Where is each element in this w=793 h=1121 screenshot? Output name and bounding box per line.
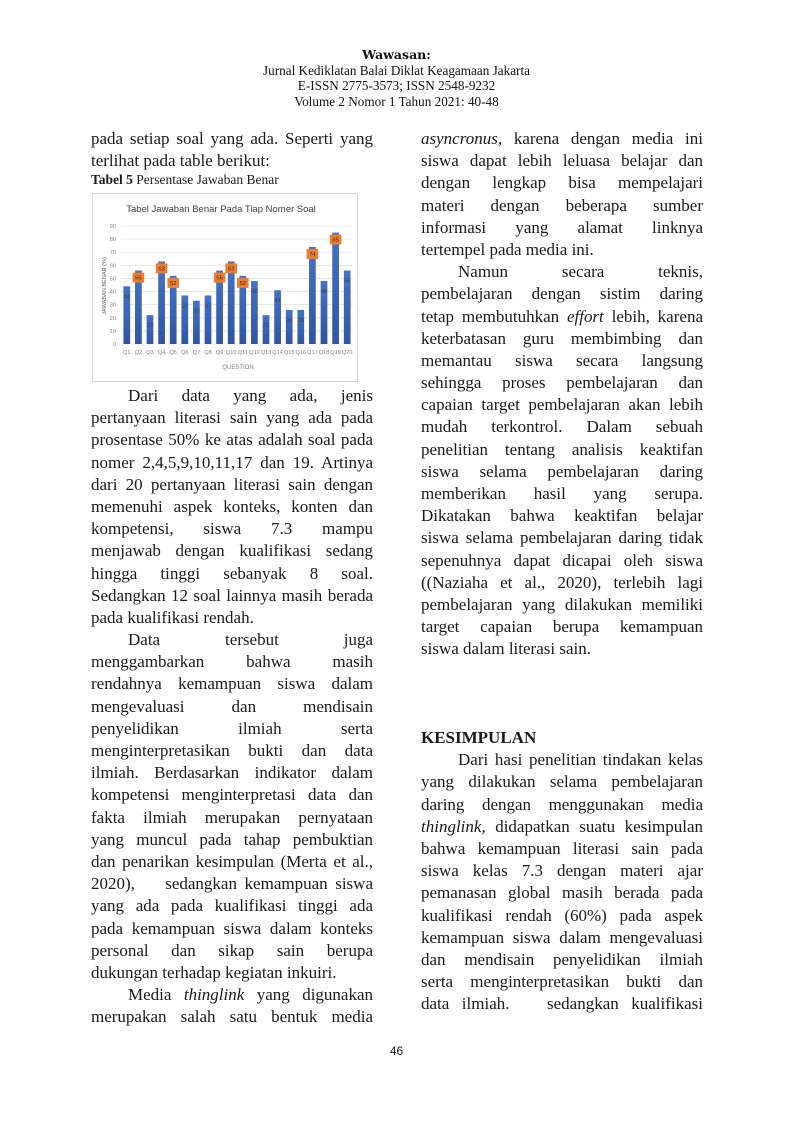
text-line: bahwa kemampuan literasi sain pada: [421, 838, 703, 858]
left-column: [91, 128, 373, 172]
text-line: kompetensi, siswa 7.3 mampu: [91, 519, 373, 539]
text-line: keterbatasan guru membimbing dan: [421, 328, 703, 348]
data-label: 52: [169, 280, 177, 287]
text-line: ((Naziaha et al., 2020), terlebih lagi: [421, 572, 703, 592]
x-tick-label: Q15: [283, 350, 295, 356]
x-tick-label: Q5: [169, 350, 177, 356]
text-line: mudah terkontrol. Dalam sebuah: [421, 417, 703, 437]
journal-header: [0, 47, 793, 109]
data-label: 26: [297, 317, 305, 324]
data-label: 33: [193, 308, 200, 315]
data-label: 52: [239, 280, 247, 287]
text-line: Namun secara teknis,: [458, 262, 703, 282]
text-line: fakta ilmiah merupakan pernyataan: [91, 807, 373, 827]
text-line: dengan lengkap bisa mempelajari: [421, 173, 703, 193]
x-tick-label: Q18: [318, 350, 330, 356]
text-line: personal dan sikap sain berupa: [91, 940, 373, 960]
bar-q4: [158, 261, 165, 344]
text-line: target capaian berupa kemampuan: [421, 617, 703, 637]
data-label: 56: [343, 278, 351, 285]
x-tick-label: Q8: [204, 350, 212, 356]
text-line: Sedangkan 12 soal lainnya masih berada: [91, 585, 373, 605]
chart-data-labels: [124, 235, 351, 330]
data-label: 48: [251, 289, 258, 296]
text-line: hingga tinggi sebanyak 8 soal.: [91, 563, 373, 583]
text-line: Dari data yang ada, jenis: [128, 386, 373, 405]
bar-q17: [309, 247, 316, 344]
text-line: prosentase 50% ke atas adalah soal pada: [91, 430, 373, 450]
text-line: kemampuan siswa dalam mengevaluasi: [421, 927, 703, 947]
x-tick-label: Q20: [341, 350, 353, 356]
page-number: 46: [389, 1044, 404, 1058]
data-label: 22: [262, 323, 270, 330]
text-line: dan mendisain penyelidikan ilmiah: [421, 949, 703, 969]
y-tick-label: 70: [109, 250, 116, 257]
data-label: 26: [285, 317, 293, 324]
text-line: menginterpretasikan bukti dan data: [91, 741, 373, 760]
x-tick-label: Q14: [272, 350, 283, 356]
data-label: 56: [216, 275, 223, 282]
bar-q7: [193, 301, 200, 344]
text-line: siswa selama pembelajaran daring tidak: [421, 528, 703, 548]
x-tick-label: Q12: [249, 350, 260, 356]
text-line: sehingga proses pembelajaran dan: [421, 373, 703, 393]
text-line: materi dengan beberapa sumber: [421, 195, 703, 215]
text-line: yang ada pada kualifikasi tinggi ada: [91, 896, 373, 916]
x-tick-label: Q6: [181, 350, 189, 356]
text-line: terlihat pada table berikut:: [91, 151, 270, 171]
italic-term: asyncronus: [421, 129, 498, 148]
text-line: yang dilakukan selama pembelajaran: [421, 772, 703, 792]
section-heading: KESIMPULAN: [421, 728, 537, 747]
bar-chart-container: [92, 193, 358, 382]
text-line: [421, 306, 703, 328]
x-tick-label: Q4: [157, 350, 166, 356]
conclusion-section: [421, 727, 703, 1015]
text-line: Dari hasi penelitian tindakan kelas: [458, 750, 703, 770]
text-line: nomer 2,4,5,9,10,11,17 dan 19. Artinya: [91, 452, 373, 472]
italic-term: thinglink,: [421, 816, 486, 836]
x-tick-label: Q1: [123, 350, 131, 356]
journal-volume: Volume 2 Nomor 1 Tahun 2021: 40-48: [294, 93, 499, 109]
bar-q13: [263, 315, 270, 344]
journal-title: Wawasan:: [362, 47, 431, 62]
text-line: [421, 816, 703, 838]
y-tick-label: 0: [112, 342, 116, 348]
text-line: [421, 128, 703, 150]
data-label: 41: [274, 298, 281, 305]
text-line: informasi yang alamat linknya: [421, 217, 703, 237]
text-line: mengevaluasi dan mendisain: [91, 696, 373, 716]
text-line: menggambarkan bahwa masih: [91, 652, 373, 672]
x-tick-label: Q16: [295, 350, 307, 356]
text-line: capaian target pembelajaran akan lebih: [421, 395, 703, 415]
text-line: pada setiap soal yang ada. Seperti yang: [91, 129, 373, 148]
bar-q15: [286, 310, 293, 344]
data-label: 37: [181, 303, 189, 310]
y-tick-label: 80: [109, 237, 116, 244]
journal-subtitle: Jurnal Kediklatan Balai Diklat Keagamaan Jakarta: [263, 62, 530, 78]
data-label: 56: [135, 275, 142, 282]
x-tick-label: Q13: [260, 350, 272, 356]
text-fragment: lebih, karena: [603, 306, 703, 326]
text-fragment: tetap membutuhkan: [421, 306, 567, 326]
text-line: penyelidikan ilmiah serta: [91, 718, 373, 738]
data-label: 74: [309, 251, 316, 258]
y-axis-label: JAWABAN BENAR (%): [102, 257, 108, 315]
x-tick-label: Q19: [330, 350, 341, 356]
text-line: daring dengan menggunakan media: [421, 794, 703, 814]
bar-chart: [93, 194, 357, 381]
text-line: Dikatakan bahwa keaktifan belajar: [421, 506, 703, 526]
caption-label: Tabel 5: [91, 172, 133, 187]
x-tick-label: Q9: [215, 350, 224, 356]
data-label: 63: [227, 266, 235, 273]
text-line: memenuhi aspek konteks, konten dan: [91, 496, 373, 516]
y-axis-ticks: [110, 224, 116, 348]
text-line: kompetensi menginterpretasi data dan: [91, 785, 373, 805]
x-tick-label: Q10: [225, 350, 237, 356]
caption-text: Persentase Jawaban Benar: [132, 172, 279, 187]
text-line: tertempel pada media ini.: [421, 239, 594, 259]
text-fragment: , karena dengan media ini: [497, 129, 703, 148]
text-fragment: Media: [128, 985, 184, 1005]
text-line: rendahnya kemampuan siswa dalam: [91, 674, 373, 694]
text-fragment: didapatkan suatu kesimpulan: [485, 816, 703, 836]
data-label: 44: [123, 294, 131, 301]
y-tick-label: 60: [109, 263, 116, 270]
text-line: siswa dalam literasi sain.: [421, 639, 591, 659]
text-line: penelitian tentang analisis keaktifan: [421, 439, 703, 459]
data-label: 63: [158, 266, 165, 273]
y-tick-label: 30: [109, 302, 116, 309]
y-tick-label: 20: [109, 315, 116, 322]
y-tick-label: 40: [109, 289, 116, 296]
x-tick-label: Q7: [192, 350, 201, 356]
data-label: 85: [332, 237, 339, 244]
text-line: data ilmiah. sedangkan kualifikasi: [421, 994, 703, 1014]
text-line: pertanyaan literasi sain yang ada pada: [91, 408, 373, 428]
italic-term: effort: [566, 306, 604, 326]
text-line: yang muncul pada tahap pembuktian: [91, 829, 373, 849]
text-line: pada kemampuan siswa dalam konteks: [91, 918, 373, 938]
text-line: pemanasan global masih berada pada: [421, 883, 703, 903]
text-line: dukungan terhadap kegiatan inkuiri.: [91, 962, 337, 982]
y-tick-label: 10: [109, 328, 116, 335]
table-caption: [91, 172, 279, 188]
text-line: menjawab dengan kualifikasi sedang: [91, 541, 373, 561]
text-line: memberikan hasil yang serupa.: [421, 484, 703, 503]
text-line: pembelajaran dengan sistim daring: [421, 284, 703, 304]
text-line: ilmiah. Berdasarkan indikator dalam: [91, 763, 373, 783]
bar-q3: [147, 315, 154, 344]
text-line: Data tersebut juga: [128, 630, 373, 650]
chart-title: Tabel Jawaban Benar Pada Tiap Nomer Soal: [126, 204, 316, 215]
italic-term: thinglink: [183, 985, 245, 1005]
data-label: 22: [146, 323, 154, 330]
text-line: dan penarikan kesimpulan (Merta et al.,: [91, 851, 373, 871]
bar-q16: [297, 310, 304, 344]
y-tick-label: 90: [109, 224, 116, 230]
right-column: [421, 128, 703, 661]
text-line: siswa dapat lebih leluasa belajar dan: [421, 151, 703, 171]
x-tick-label: Q11: [237, 350, 248, 356]
data-label: 37: [204, 303, 212, 310]
bar-q10: [228, 261, 235, 344]
x-tick-label: Q2: [134, 350, 143, 356]
x-tick-label: Q3: [146, 350, 154, 356]
left-column-body: [91, 385, 373, 1028]
text-fragment: yang digunakan: [244, 985, 374, 1005]
text-line: pembelajaran yang dilakukan memiliki: [421, 594, 703, 614]
x-tick-label: Q17: [307, 350, 318, 356]
x-axis-ticks: [123, 350, 352, 356]
text-line: [91, 984, 373, 1006]
text-line: siswa kelas 7.3 dengan materi ajar: [421, 861, 703, 881]
text-line: sepenuhnya dapat dicapai oleh siswa: [421, 550, 703, 570]
text-line: serta menginterpretasikan bukti dan: [421, 972, 703, 992]
data-label: 48: [320, 289, 328, 296]
text-line: memantau siswa secara langsung: [421, 350, 703, 370]
y-tick-label: 50: [109, 276, 116, 283]
text-line: kualifikasi rendah (60%) pada aspek: [421, 905, 703, 925]
x-axis-label: QUESTION: [222, 365, 254, 371]
text-line: 2020), sedangkan kemampuan siswa: [91, 874, 373, 894]
journal-issn: E-ISSN 2775-3573; ISSN 2548-9232: [297, 78, 496, 94]
text-line: merupakan salah satu bentuk media: [91, 1007, 373, 1027]
text-line: siswa selama pembelajaran daring: [421, 461, 703, 481]
text-line: dari 20 pertanyaan literasi sain dengan: [91, 474, 373, 494]
bar-q19: [332, 233, 339, 344]
text-line: pada kualifikasi rendah.: [91, 607, 254, 627]
